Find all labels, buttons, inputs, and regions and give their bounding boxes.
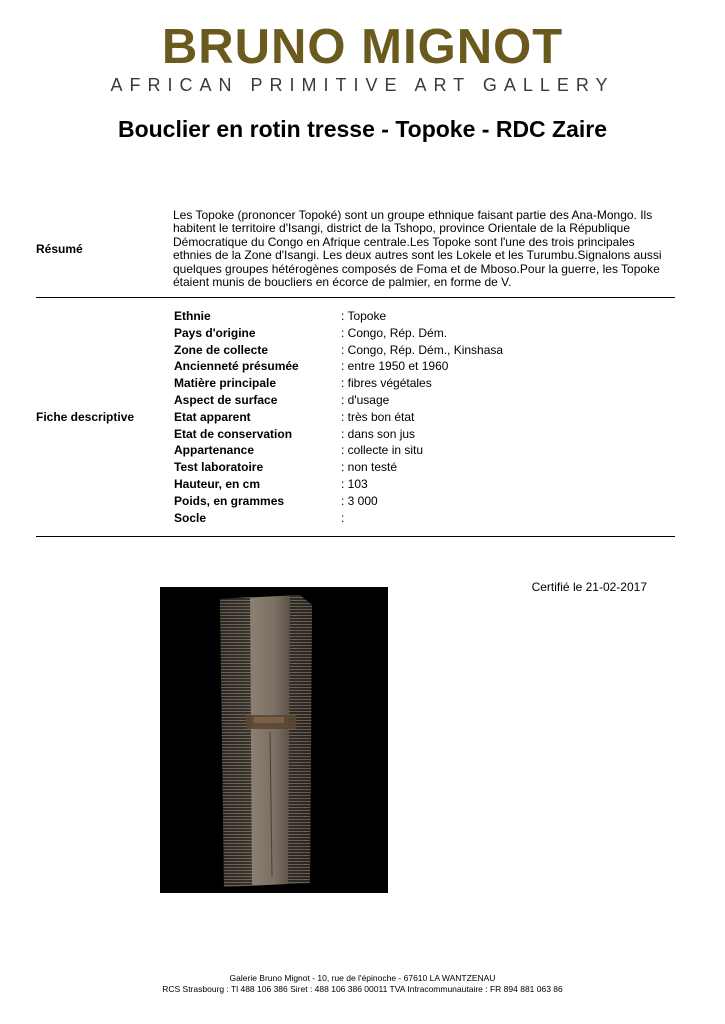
- fiche-value: : entre 1950 et 1960: [341, 359, 449, 374]
- fiche-value: : Topoke: [341, 309, 387, 323]
- fiche-key: Pays d'origine: [174, 325, 256, 340]
- fiche-row: [174, 325, 674, 342]
- fiche-key: Ancienneté présumée: [174, 359, 299, 374]
- logo-subtitle: AFRICAN PRIMITIVE ART GALLERY: [110, 75, 615, 95]
- fiche-key: Etat apparent: [174, 409, 251, 424]
- footer-address: Galerie Bruno Mignot - 10, rue de l'épinoche - 67610 LA WANTZENAU: [229, 973, 496, 983]
- fiche-key: Socle: [174, 510, 207, 525]
- fiche-row: [174, 342, 674, 359]
- fiche-value: : Congo, Rép. Dém.: [341, 325, 448, 340]
- fiche-row: [174, 442, 674, 459]
- fiche-value: : Congo, Rép. Dém., Kinshasa: [341, 342, 504, 357]
- divider: [36, 297, 675, 298]
- fiche-key: Poids, en grammes: [174, 493, 285, 508]
- shield-photo: [160, 587, 388, 893]
- fiche-row: [174, 409, 674, 426]
- fiche-value: : d'usage: [341, 392, 390, 407]
- resume-label: Résumé: [36, 242, 83, 256]
- fiche-value: : 103: [341, 476, 368, 491]
- fiche-key: Zone de collecte: [174, 342, 269, 357]
- fiche-row: [174, 510, 674, 527]
- fiche-row: [174, 358, 674, 375]
- fiche-value: : dans son jus: [341, 426, 416, 441]
- fiche-table: [174, 308, 674, 526]
- fiche-key: Test laboratoire: [174, 460, 264, 475]
- page-title: Bouclier en rotin tresse - Topoke - RDC Zaire: [117, 116, 608, 142]
- fiche-row: [174, 493, 674, 510]
- fiche-key: Appartenance: [174, 443, 255, 458]
- fiche-key: Matière principale: [174, 376, 277, 391]
- fiche-value: : fibres végétales: [341, 376, 432, 391]
- footer-registration: RCS Strasbourg : Tl 488 106 386 Siret : 488 106 386 00011 TVA Intracommunautaire : FR 894 881 063 86: [162, 984, 563, 994]
- gallery-logo: [0, 22, 725, 96]
- fiche-value: : collecte in situ: [341, 443, 424, 458]
- logo-title: BRUNO MIGNOT: [161, 20, 564, 74]
- fiche-value: : très bon état: [341, 409, 415, 424]
- shield-image: [160, 587, 388, 893]
- fiche-row: [174, 392, 674, 409]
- certification-date: Certifié le 21-02-2017: [531, 580, 647, 594]
- fiche-key: Ethnie: [174, 309, 211, 323]
- divider: [36, 536, 675, 537]
- fiche-key: Etat de conservation: [174, 426, 293, 441]
- fiche-row: [174, 459, 674, 476]
- fiche-row: [174, 375, 674, 392]
- fiche-row: [174, 476, 674, 493]
- fiche-value: : non testé: [341, 460, 398, 475]
- fiche-label: Fiche descriptive: [36, 410, 135, 424]
- footer: [0, 973, 725, 995]
- resume-text: Les Topoke (prononcer Topoké) sont un groupe ethnique faisant partie des Ana-Mongo. Ils habitent le territoire d'Isangi, district de la Tshopo, province Orientale de la République Démocratique du Congo en Afrique centrale.Les Topoke sont l'une des trois principales ethnies de la Zone d'Isangi. Les deux autres sont les Lokele et les Turumbu.Signalons aussi quelques groupes hétérogènes composés de Foma et de Mboso.Pour la guerre, les Topoke étaient munis de boucliers en écorce de palmier, en forme de V.: [173, 208, 662, 290]
- fiche-row: [174, 426, 674, 443]
- fiche-row: [174, 308, 674, 325]
- fiche-value: :: [341, 510, 345, 525]
- fiche-key: Hauteur, en cm: [174, 476, 261, 491]
- fiche-value: : 3 000: [341, 493, 378, 508]
- fiche-key: Aspect de surface: [174, 392, 278, 407]
